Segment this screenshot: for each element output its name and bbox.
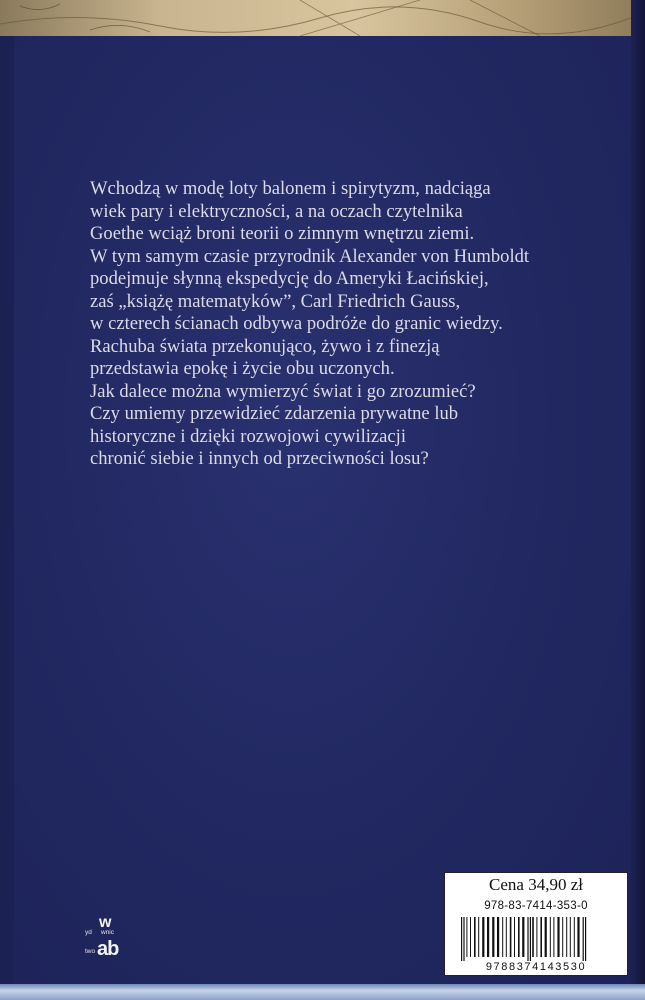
logo-text-mid: wnic [101, 929, 115, 936]
barcode-bar [585, 917, 586, 961]
barcode-bar [530, 917, 531, 961]
blurb-line: Jak dalece można wymierzyć świat i go zrozumieć? [90, 380, 476, 402]
logo-text-bottom: two [85, 948, 96, 955]
barcode-digits: 9788374143530 [485, 961, 587, 973]
blurb-line: wiek pary i elektryczności, a na oczach czytelnika [90, 200, 463, 222]
barcode-bar [550, 917, 551, 957]
bottom-mountain-strip [0, 984, 645, 1000]
barcode-bar [466, 917, 467, 957]
barcode-bar [566, 917, 567, 957]
barcode-bar [502, 917, 503, 957]
barcode-bar [463, 917, 464, 961]
publisher-logo [85, 915, 125, 965]
barcode-bar [470, 917, 471, 957]
blurb-line: Wchodzą w modę loty balonem i spirytyzm, nadciąga [90, 178, 491, 199]
barcode-bar [545, 917, 547, 957]
barcode-bar [492, 917, 494, 957]
barcode-bar [574, 917, 575, 957]
blurb-line: Rachuba świata przekonująco, żywo i z finezją [90, 335, 440, 357]
blurb-line: zaś „książę matematyków”, Carl Friedrich Gauss, [90, 290, 461, 312]
barcode-bar [487, 917, 489, 957]
price-label: Cena 34,90 zł [489, 875, 583, 894]
back-cover-blurb [90, 178, 550, 471]
map-lines-decoration [0, 0, 645, 36]
logo-text-left: yd [85, 929, 92, 936]
barcode-bar [527, 917, 528, 961]
book-spine-edge [631, 0, 645, 1000]
barcode-bar [577, 917, 579, 957]
isbn-number: 978-83-7414-353-0 [484, 900, 588, 912]
blurb-line: w czterech ścianach odbywa podróże do granic wiedzy. [90, 313, 503, 334]
barcode-bar [510, 917, 512, 957]
logo-mark-ab: ab [97, 938, 119, 960]
barcode-bar [562, 917, 563, 957]
barcode-bar [536, 917, 537, 957]
barcode-bar [540, 917, 542, 957]
barcode-bar [497, 917, 499, 957]
barcode-bar [522, 917, 524, 957]
blurb-line: Czy umiemy przewidzieć zdarzenia prywatne lub [90, 403, 459, 424]
barcode-bar [553, 917, 554, 957]
barcode-bar [506, 917, 507, 957]
barcode-bar [514, 917, 515, 957]
blurb-line: W tym samym czasie przyrodnik Alexander von Humboldt [90, 245, 530, 267]
barcode-bar [478, 917, 479, 957]
barcode-bar [532, 917, 534, 957]
barcode-bar [461, 917, 462, 961]
blurb-line: chronić siebie i innych od przeciwności losu? [90, 448, 429, 469]
barcode-bar [557, 917, 559, 957]
barcode-bar [583, 917, 584, 961]
barcode-graphic [459, 917, 617, 961]
barcode-bar [570, 917, 571, 957]
barcode-bar [474, 917, 476, 957]
barcode-bar [482, 917, 484, 957]
blurb-line: przedstawia epokę i życie obu uczonych. [90, 358, 395, 379]
barcode-bar [518, 917, 520, 957]
blurb-line: Goethe wciąż broni teorii o zimnym wnętrzu ziemi. [90, 223, 475, 244]
price-barcode-box [444, 872, 628, 976]
top-map-strip [0, 0, 645, 36]
logo-mark-w: w [99, 914, 112, 931]
blurb-line: historyczne i dzięki rozwojowi cywilizacji [90, 425, 406, 447]
blurb-line: podejmuje słynną ekspedycję do Ameryki Łacińskiej, [90, 268, 489, 289]
